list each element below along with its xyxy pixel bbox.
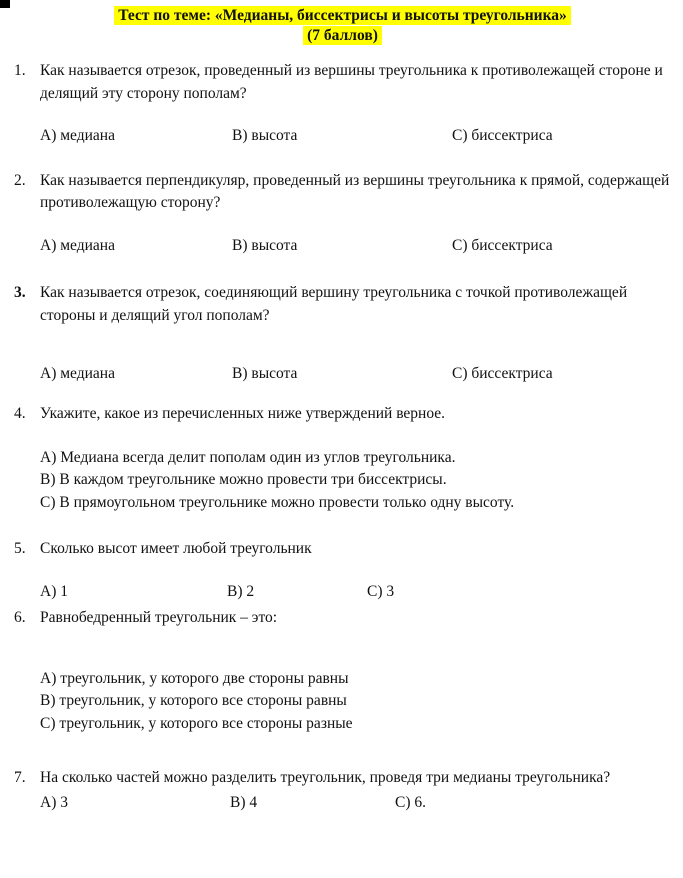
- question-1-option-c: С) биссектриса: [452, 127, 553, 145]
- document-header: [14, 6, 671, 26]
- question-7-option-b: В) 4: [230, 793, 258, 811]
- question-4-option-b: В) В каждом треугольнике можно провести три биссектрисы.: [40, 471, 447, 489]
- question-6-text: Равнобедренный треугольник – это:: [40, 609, 278, 627]
- question-4-number: 4.: [14, 404, 26, 422]
- question-2: [14, 170, 671, 257]
- question-6-option-b: В) треугольник, у которого все стороны равны: [40, 692, 347, 710]
- question-1-options: [40, 125, 671, 147]
- question-3-text: Как называется отрезок, соединяющий вершину треугольника с точкой противолежащей стороны и делящий угол пополам?: [40, 284, 628, 324]
- question-3-option-c: С) биссектриса: [452, 365, 553, 383]
- question-2-number: 2.: [14, 171, 26, 189]
- question-1-number: 1.: [14, 62, 26, 80]
- question-5-text: Сколько высот имеет любой треугольник: [40, 540, 312, 558]
- question-4: [14, 403, 671, 515]
- question-6: [14, 607, 671, 735]
- question-7-option-c: С) 6.: [395, 793, 426, 811]
- question-5-line: [14, 538, 671, 560]
- question-5-option-c: С) 3: [367, 582, 395, 600]
- question-2-text: Как называется перпендикуляр, проведенный из вершины треугольника к прямой, содержащей противолежащую сторону?: [40, 171, 670, 212]
- question-5-option-b: В) 2: [227, 582, 255, 600]
- question-4-options: [40, 447, 671, 514]
- question-2-option-a: А) медиана: [40, 236, 115, 254]
- question-5: [14, 538, 671, 603]
- question-4-line: [14, 403, 671, 425]
- question-7: [14, 767, 671, 814]
- question-7-text: На сколько частей можно разделить треугольник, проведя три медианы треугольника?: [40, 769, 611, 787]
- document-subheader: [14, 26, 671, 46]
- question-2-options: [40, 235, 671, 257]
- question-5-number: 5.: [14, 540, 26, 558]
- question-3-option-b: В) высота: [232, 365, 298, 383]
- question-1-line: [14, 60, 671, 105]
- scan-artifact-mark: [0, 0, 10, 8]
- question-2-option-c: С) биссектриса: [452, 236, 553, 254]
- question-3-options: [40, 363, 671, 385]
- question-4-option-c: С) В прямоугольном треугольнике можно провести только одну высоту.: [40, 493, 515, 511]
- question-6-line: [14, 607, 671, 629]
- question-6-options: [40, 668, 671, 735]
- question-6-option-c: С) треугольник, у которого все стороны разные: [40, 714, 353, 732]
- question-1-option-b: В) высота: [232, 127, 298, 145]
- question-1: [14, 60, 671, 147]
- question-3-number: 3.: [14, 284, 26, 302]
- question-6-option-a: А) треугольник, у которого две стороны равны: [40, 669, 349, 687]
- question-4-text: Укажите, какое из перечисленных ниже утверждений верное.: [40, 404, 446, 422]
- question-5-options: [40, 581, 671, 603]
- question-7-number: 7.: [14, 769, 26, 787]
- question-5-option-a: А) 1: [40, 582, 68, 600]
- question-6-number: 6.: [14, 609, 26, 627]
- question-3-line: [14, 282, 671, 327]
- question-4-option-a: А) Медиана всегда делит пополам один из углов треугольника.: [40, 448, 456, 466]
- question-3: [14, 282, 671, 385]
- question-1-text: Как называется отрезок, проведенный из вершины треугольника к противолежащей стороне и делящий эту сторону пополам?: [40, 62, 663, 102]
- question-7-option-a: А) 3: [40, 793, 68, 811]
- question-1-option-a: А) медиана: [40, 127, 115, 145]
- page-title: Тест по теме: «Медианы, биссектрисы и высоты треугольника»: [114, 6, 571, 25]
- question-7-line: [14, 767, 671, 789]
- question-2-option-b: В) высота: [232, 236, 298, 254]
- question-2-line: [14, 170, 671, 215]
- question-7-options: [40, 792, 671, 814]
- page-subtitle: (7 баллов): [303, 26, 382, 45]
- question-3-option-a: А) медиана: [40, 365, 115, 383]
